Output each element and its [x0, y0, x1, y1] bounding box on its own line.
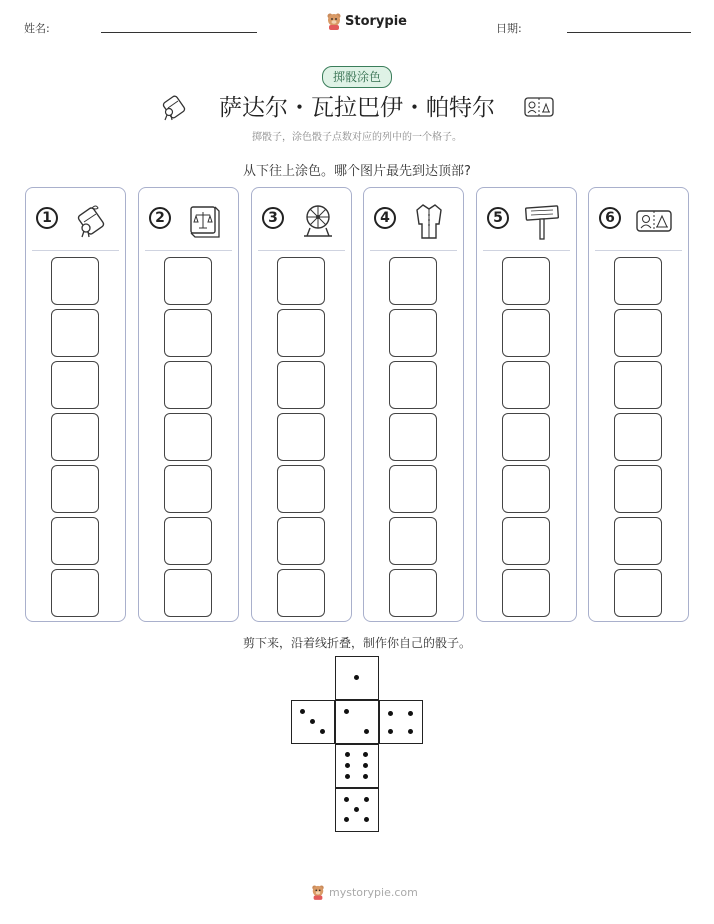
color-cell[interactable] [502, 465, 550, 513]
bear-mascot-icon [311, 884, 325, 900]
column-number: 2 [149, 207, 171, 229]
pip [364, 817, 369, 822]
column-number: 3 [262, 207, 284, 229]
color-cell[interactable] [389, 465, 437, 513]
color-cell[interactable] [389, 309, 437, 357]
color-cell[interactable] [164, 257, 212, 305]
pip [345, 774, 350, 779]
name-line[interactable] [101, 32, 257, 33]
color-cell[interactable] [277, 569, 325, 617]
column-1 [25, 187, 126, 622]
traditional-coat-icon [410, 202, 448, 240]
column-header [599, 204, 679, 240]
color-cell[interactable] [614, 361, 662, 409]
column-number: 4 [374, 207, 396, 229]
color-cell[interactable] [389, 257, 437, 305]
color-cell[interactable] [277, 309, 325, 357]
column-5 [476, 187, 577, 622]
color-cell[interactable] [51, 309, 99, 357]
die-face-3 [291, 700, 335, 744]
footer-url[interactable]: mystorypie.com [329, 885, 418, 899]
die-face-4 [379, 700, 423, 744]
color-cell[interactable] [277, 517, 325, 565]
color-cell[interactable] [164, 465, 212, 513]
die-face-5 [335, 788, 379, 832]
date-label: 日期: [496, 22, 522, 35]
color-cell[interactable] [614, 413, 662, 461]
pip [363, 774, 368, 779]
color-cell[interactable] [614, 517, 662, 565]
column-header [149, 204, 229, 240]
pip [388, 711, 393, 716]
pip [354, 807, 359, 812]
signpost-icon [523, 202, 561, 240]
pip [300, 709, 305, 714]
bear-mascot-icon [326, 12, 342, 30]
law-book-icon [185, 202, 223, 240]
pip [345, 752, 350, 757]
pip [344, 797, 349, 802]
color-cell[interactable] [51, 361, 99, 409]
color-cell[interactable] [164, 309, 212, 357]
column-header [262, 204, 342, 240]
page-title: 萨达尔・瓦拉巴伊・帕特尔 [219, 95, 495, 121]
pip [344, 817, 349, 822]
color-cell[interactable] [277, 257, 325, 305]
cut-instruction: 剪下来，沿着线折叠，制作你自己的骰子。 [242, 636, 471, 650]
column-divider [483, 250, 570, 251]
column-2 [138, 187, 239, 622]
pip [364, 729, 369, 734]
color-cell[interactable] [277, 361, 325, 409]
column-divider [258, 250, 345, 251]
pip [408, 711, 413, 716]
color-cell[interactable] [51, 413, 99, 461]
name-label: 姓名: [24, 22, 50, 35]
coloring-instruction: 从下往上涂色。哪个图片最先到达顶部? [243, 164, 471, 179]
column-divider [32, 250, 119, 251]
brand-name: Storypie [345, 13, 407, 29]
column-number: 5 [487, 207, 509, 229]
column-4 [363, 187, 464, 622]
column-3 [251, 187, 352, 622]
color-cell[interactable] [502, 257, 550, 305]
color-cell[interactable] [164, 569, 212, 617]
die-face-6 [335, 744, 379, 788]
storypie-logo [326, 12, 407, 30]
pip [363, 763, 368, 768]
pip [320, 729, 325, 734]
color-cell[interactable] [614, 569, 662, 617]
die-face-2 [335, 700, 379, 744]
color-cell[interactable] [502, 361, 550, 409]
pip [388, 729, 393, 734]
color-cell[interactable] [164, 517, 212, 565]
pip [345, 763, 350, 768]
date-line[interactable] [567, 32, 691, 33]
pip [354, 675, 359, 680]
color-cell[interactable] [389, 517, 437, 565]
color-cell[interactable] [614, 465, 662, 513]
color-cell[interactable] [389, 413, 437, 461]
pip [344, 709, 349, 714]
column-number: 6 [599, 207, 621, 229]
color-cell[interactable] [277, 413, 325, 461]
column-header [487, 204, 567, 240]
color-cell[interactable] [502, 309, 550, 357]
ticket-portrait-icon [524, 96, 554, 118]
column-6 [588, 187, 689, 622]
color-cell[interactable] [277, 465, 325, 513]
color-cell[interactable] [502, 413, 550, 461]
pip [310, 719, 315, 724]
spinning-wheel-icon [298, 202, 336, 240]
pip [363, 752, 368, 757]
color-cell[interactable] [51, 569, 99, 617]
column-number: 1 [36, 207, 58, 229]
column-header [36, 204, 116, 240]
pip [364, 797, 369, 802]
die-face-1 [335, 656, 379, 700]
footer [311, 884, 418, 900]
diploma-scroll-icon [72, 202, 110, 240]
activity-badge: 掷骰涂色 [322, 66, 392, 88]
ticket-portrait-icon [635, 202, 673, 240]
column-header [374, 204, 454, 240]
color-cell[interactable] [164, 361, 212, 409]
column-divider [370, 250, 457, 251]
color-cell[interactable] [51, 465, 99, 513]
color-cell[interactable] [389, 361, 437, 409]
column-divider [145, 250, 232, 251]
color-cell[interactable] [164, 413, 212, 461]
color-cell[interactable] [614, 257, 662, 305]
color-cell[interactable] [502, 569, 550, 617]
color-cell[interactable] [502, 517, 550, 565]
color-cell[interactable] [51, 517, 99, 565]
page-subtitle: 掷骰子，涂色骰子点数对应的列中的一个格子。 [252, 132, 462, 143]
column-divider [595, 250, 682, 251]
color-cell[interactable] [51, 257, 99, 305]
color-cell[interactable] [614, 309, 662, 357]
pip [408, 729, 413, 734]
color-cell[interactable] [389, 569, 437, 617]
